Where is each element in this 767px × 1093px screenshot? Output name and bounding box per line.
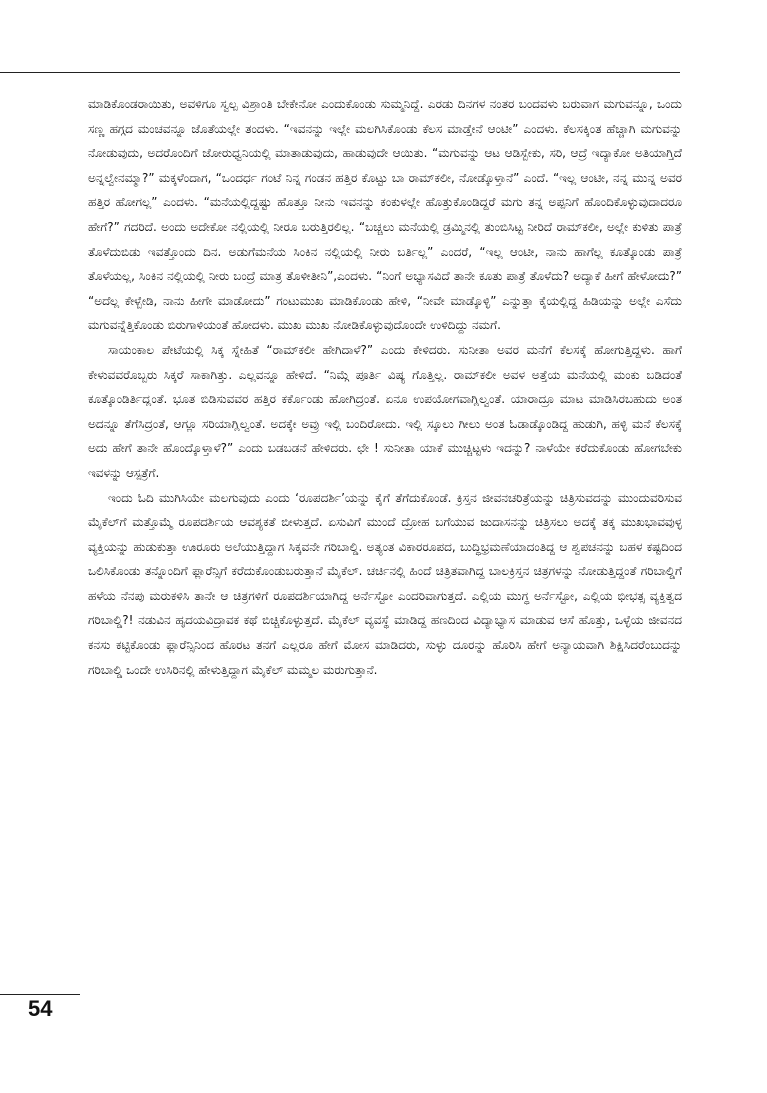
page-number: 54 [28, 996, 53, 1021]
paragraph-3: ಇಂದು ಓದಿ ಮುಗಿಸಿಯೇ ಮಲಗುವುದು ಎಂದು ‘ರೂಪದರ್ಶಿ’ಯನ್ನು ಕೈಗೆ ತೆಗೆದುಕೊಂಡೆ. ಕ್ರಿಸ್ತನ ಜೀವನಚರಿತ್ರೆಯನ್ನು ಚಿತ್ರಿಸುವದನ್ನು ಮುಂದುವರಿಸುವ ಮೈಕೆಲ್‌ಗೆ ಮತ್ತೊಮ್ಮೆ ರೂಪದರ್ಶಿಯ ಆವಶ್ಯಕತೆ ಬೀಳುತ್ತದೆ. ಏಸುವಿಗೆ ಮುಂದೆ ದ್ರೋಹ ಬಗೆಯುವ ಜುದಾಸನನ್ನು ಚಿತ್ರಿಸಲು ಅದಕ್ಕೆ ತಕ್ಕ ಮುಖಭಾವವುಳ್ಳ ವ್ಯಕ್ತಿಯನ್ನು ಹುಡುಕುತ್ತಾ ಊರೂರು ಅಲೆಯುತ್ತಿದ್ದಾಗ ಸಿಕ್ಕವನೇ ಗರಿಬಾಲ್ಡಿ. ಅತ್ಯಂತ ವಿಕಾರರೂಪದ, ಬುದ್ಧಿಭ್ರಮಣೆಯಾದಂತಿದ್ದ ಆ ಶ್ವಪಚನನ್ನು ಬಹಳ ಕಷ್ಟದಿಂದ ಒಲಿಸಿಕೊಂಡು ತನ್ನೊಂದಿಗೆ ಫ್ಲಾರೆನ್ಸಿಗೆ ಕರೆದುಕೊಂಡುಬರುತ್ತಾನೆ ಮೈಕೆಲ್. ಚರ್ಚಿನಲ್ಲಿ ಹಿಂದೆ ಚಿತ್ರಿತವಾಗಿದ್ದ ಬಾಲಕ್ರಿಸ್ತನ ಚಿತ್ರಗಳನ್ನು ನೋಡುತ್ತಿದ್ದಂತೆ ಗರಿಬಾಲ್ಡಿಗೆ ಹಳೆಯ ನೆನಪು ಮರುಕಳಿಸಿ ತಾನೇ ಆ ಚಿತ್ರಗಳಿಗೆ ರೂಪದರ್ಶಿಯಾಗಿದ್ದ ಅರ್ನೆಸ್ಟೋ ಎಂದರಿವಾಗುತ್ತದೆ. ಎಲ್ಲಿಯ ಮುಗ್ಧ ಅರ್ನೆಸ್ಟೋ, ಎಲ್ಲಿಯ ಭೀಭತ್ಸ ವ್ಯಕ್ತಿತ್ವದ ಗರಿಬಾಲ್ಡಿ?! ನಡುವಿನ ಹೃದಯವಿದ್ರಾವಕ ಕಥೆ ಬಿಚ್ಚಿಕೊಳ್ಳುತ್ತದೆ. ಮೈಕೆಲ್ ವ್ಯವಸ್ಥೆ ಮಾಡಿದ್ದ ಹಣದಿಂದ ವಿದ್ಯಾಭ್ಯಾಸ ಮಾಡುವ ಆಸೆ ಹೊತ್ತು, ಒಳ್ಳೆಯ ಜೀವನದ ಕನಸು ಕಟ್ಟಿಕೊಂಡು ಫ್ಲಾರೆನ್ಸಿನಿಂದ ಹೊರಟ ತನಗೆ ಎಲ್ಲರೂ ಹೇಗೆ ಮೋಸ ಮಾಡಿದರು, ಸುಳ್ಳು ದೂರನ್ನು ಹೊರಿಸಿ ಹೇಗೆ ಅನ್ಯಾಯವಾಗಿ ಶಿಕ್ಷಿಸಿದರೆಂಬುದನ್ನು ಗರಿಬಾಲ್ಡಿ ಒಂದೇ ಉಸಿರಿನಲ್ಲಿ ಹೇಳುತ್ತಿದ್ದಾಗ ಮೈಕೆಲ್ ಮಮ್ಮಲ ಮರುಗುತ್ತಾನೆ. [88, 490, 682, 677]
paragraph-2: ಸಾಯಂಕಾಲ ಪೇಟೆಯಲ್ಲಿ ಸಿಕ್ಕ ಸ್ನೇಹಿತೆ “ರಾಮ್‌ಕಲೀ ಹೇಗಿದಾಳೆ?” ಎಂದು ಕೇಳಿದರು. ಸುನೀತಾ ಅವರ ಮನೆಗೆ ಕೆಲಸಕ್ಕೆ ಹೋಗುತ್ತಿದ್ದಳು. ಹಾಗೆ ಕೇಳುವವರೊಬ್ಬರು ಸಿಕ್ಕರೆ ಸಾಕಾಗಿತ್ತು. ಎಲ್ಲವನ್ನೂ ಹೇಳಿದೆ. “ನಿಮ್ಗೆ ಪೂರ್ತಿ ವಿಷ್ಯ ಗೊತ್ತಿಲ್ಲ. ರಾಮ್‌ಕಲೀ ಅವಳ ಅತ್ತೆಯ ಮನೆಯಲ್ಲಿ ಮಂಕು ಬಡಿದಂತೆ ಕೂತ್ಕೊಂಡಿರ್ತಿದ್ಲಂತೆ. ಭೂತ ಬಿಡಿಸುವವರ ಹತ್ತಿರ ಕರ್ಕೊಂಡು ಹೋಗಿದ್ರಂತೆ. ಏನೂ ಉಪಯೋಗವಾಗ್ಲಿಲ್ವಂತೆ. ಯಾರಾದ್ರೂ ಮಾಟ ಮಾಡಿಸಿರಬಹುದು ಅಂತ ಅದನ್ನೂ ತೆಗೆಸಿದ್ರಂತೆ, ಆಗ್ಲೂ ಸರಿಯಾಗ್ಲಿಲ್ವಂತೆ. ಅದಕ್ಕೇ ಅವ್ರು ಇಲ್ಲಿ ಬಂದಿರೋದು. ಇಲ್ಲಿ ಸ್ಕೂಲು ಗೀಲು ಅಂತ ಓಡಾಡ್ಕೊಂಡಿದ್ದ ಹುಡುಗಿ, ಹಳ್ಳಿ ಮನೆ ಕೆಲಸಕ್ಕೆ ಅದು ಹೇಗೆ ತಾನೇ ಹೊಂದ್ಕೊಳ್ತಾಳೆ?” ಎಂದು ಬಡಬಡನೆ ಹೇಳಿದರು. ಛೇ ! ಸುನೀತಾ ಯಾಕೆ ಮುಚ್ಚಿಟ್ಟಳು ಇದನ್ನು? ನಾಳೆಯೇ ಕರೆದುಕೊಂಡು ಹೋಗಬೇಕು ಇವಳನ್ನು ಆಸ್ಪತ್ರೆಗೆ. [88, 342, 682, 480]
body-text [88, 92, 682, 682]
paragraph-1: ಮಾಡಿಕೊಂಡರಾಯಿತು, ಅವಳಿಗೂ ಸ್ವಲ್ಪ ವಿಶ್ರಾಂತಿ ಬೇಕೇನೋ ಎಂದುಕೊಂಡು ಸುಮ್ಮನಿದ್ದೆ. ಎರಡು ದಿನಗಳ ನಂತರ ಬಂದವಳು ಬರುವಾಗ ಮಗುವನ್ನೂ, ಒಂದು ಸಣ್ಣ ಹಗ್ಗದ ಮಂಚವನ್ನೂ ಜೊತೆಯಲ್ಲೇ ತಂದಳು. “ಇವನನ್ನು ಇಲ್ಲೇ ಮಲಗಿಸಿಕೊಂಡು ಕೆಲಸ ಮಾಡ್ತೇನೆ ಆಂಟೀ” ಎಂದಳು. ಕೆಲಸಕ್ಕಿಂತ ಹೆಚ್ಚಾಗಿ ಮಗುವನ್ನು ನೋಡುವುದು, ಅದರೊಂದಿಗೆ ಜೋರುಧ್ವನಿಯಲ್ಲಿ ಮಾತಾಡುವುದು, ಹಾಡುವುದೇ ಆಯಿತು. “ಮಗುವನ್ನು ಆಟ ಆಡಿಸ್ಬೇಕು, ಸರಿ, ಆದ್ರೆ ಇದ್ಯಾಕೋ ಅತಿಯಾಗ್ತಿದೆ ಅನ್ನಲ್ವೇನಮ್ಮಾ?” ಮಕ್ಕಳೆಂದಾಗ, “ಒಂದರ್ಧ ಗಂಟೆ ನಿನ್ನ ಗಂಡನ ಹತ್ತಿರ ಕೊಟ್ಟು ಬಾ ರಾಮ್‌ಕಲೀ, ನೋಡ್ಕೊಳ್ತಾನೆ” ಎಂದೆ. “ಇಲ್ಲ ಆಂಟೀ, ನನ್ನ ಮುನ್ನ ಅವರ ಹತ್ತಿರ ಹೋಗಲ್ಲ” ಎಂದಳು. “ಮನೆಯಲ್ಲಿದ್ದಷ್ಟು ಹೊತ್ತೂ ನೀನು ಇವನನ್ನು ಕಂಕುಳಲ್ಲೇ ಹೊತ್ತುಕೊಂಡಿದ್ದರೆ ಮಗು ತನ್ನ ಅಪ್ಪನಿಗೆ ಹೊಂದಿಕೊಳ್ಳುವುದಾದರೂ ಹೇಗೆ?” ಗದರಿದೆ. ಅಂದು ಅದೇಕೋ ನಲ್ಲಿಯಲ್ಲಿ ನೀರೂ ಬರುತ್ತಿರಲಿಲ್ಲ. “ಬಚ್ಚಲು ಮನೆಯಲ್ಲಿ ಡ್ರಮ್ಮಿನಲ್ಲಿ ತುಂಬಿಸಿಟ್ಟ ನೀರಿದೆ ರಾಮ್‌ಕಲೀ, ಅಲ್ಲೇ ಕುಳಿತು ಪಾತ್ರೆ ತೊಳೆದುಬಿಡು ಇವತ್ತೊಂದು ದಿನ. ಅಡುಗೆಮನೆಯ ಸಿಂಕಿನ ನಲ್ಲಿಯಲ್ಲಿ ನೀರು ಬರ್ತಿಲ್ಲ” ಎಂದರೆ, “ಇಲ್ಲ ಆಂಟೀ, ನಾನು ಹಾಗೆಲ್ಲ ಕೂತ್ಕೊಂಡು ಪಾತ್ರೆ ತೊಳೆಯಲ್ಲ, ಸಿಂಕಿನ ನಲ್ಲಿಯಲ್ಲಿ ನೀರು ಬಂದ್ರೆ ಮಾತ್ರ ತೊಳೀತೀನಿ”,ಎಂದಳು. “ನಿಂಗೆ ಅಭ್ಯಾಸವಿದೆ ತಾನೇ ಕೂತು ಪಾತ್ರೆ ತೊಳೆದು? ಅದ್ಯಾಕೆ ಹೀಗೆ ಹೇಳೋದು?” “ಅದೆಲ್ಲ ಕೇಳ್ಬೇಡಿ, ನಾನು ಹೀಗೇ ಮಾಡೋದು” ಗಂಟುಮುಖ ಮಾಡಿಕೊಂಡು ಹೇಳಿ, “ನೀವೇ ಮಾಡ್ಕೊಳ್ಳಿ” ಎನ್ನುತ್ತಾ ಕೈಯಲ್ಲಿದ್ದ ಹಿಡಿಯನ್ನು ಅಲ್ಲೇ ಎಸೆದು ಮಗುವನ್ನೆತ್ತಿಕೊಂಡು ಬಿರುಗಾಳಿಯಂತೆ ಹೋದಳು. ಮುಖ ಮುಖ ನೋಡಿಕೊಳ್ಳುವುದೊಂದೇ ಉಳಿದಿದ್ದು ನಮಗೆ. [88, 97, 682, 333]
header-rule [0, 72, 680, 73]
footer-rule [0, 994, 80, 995]
